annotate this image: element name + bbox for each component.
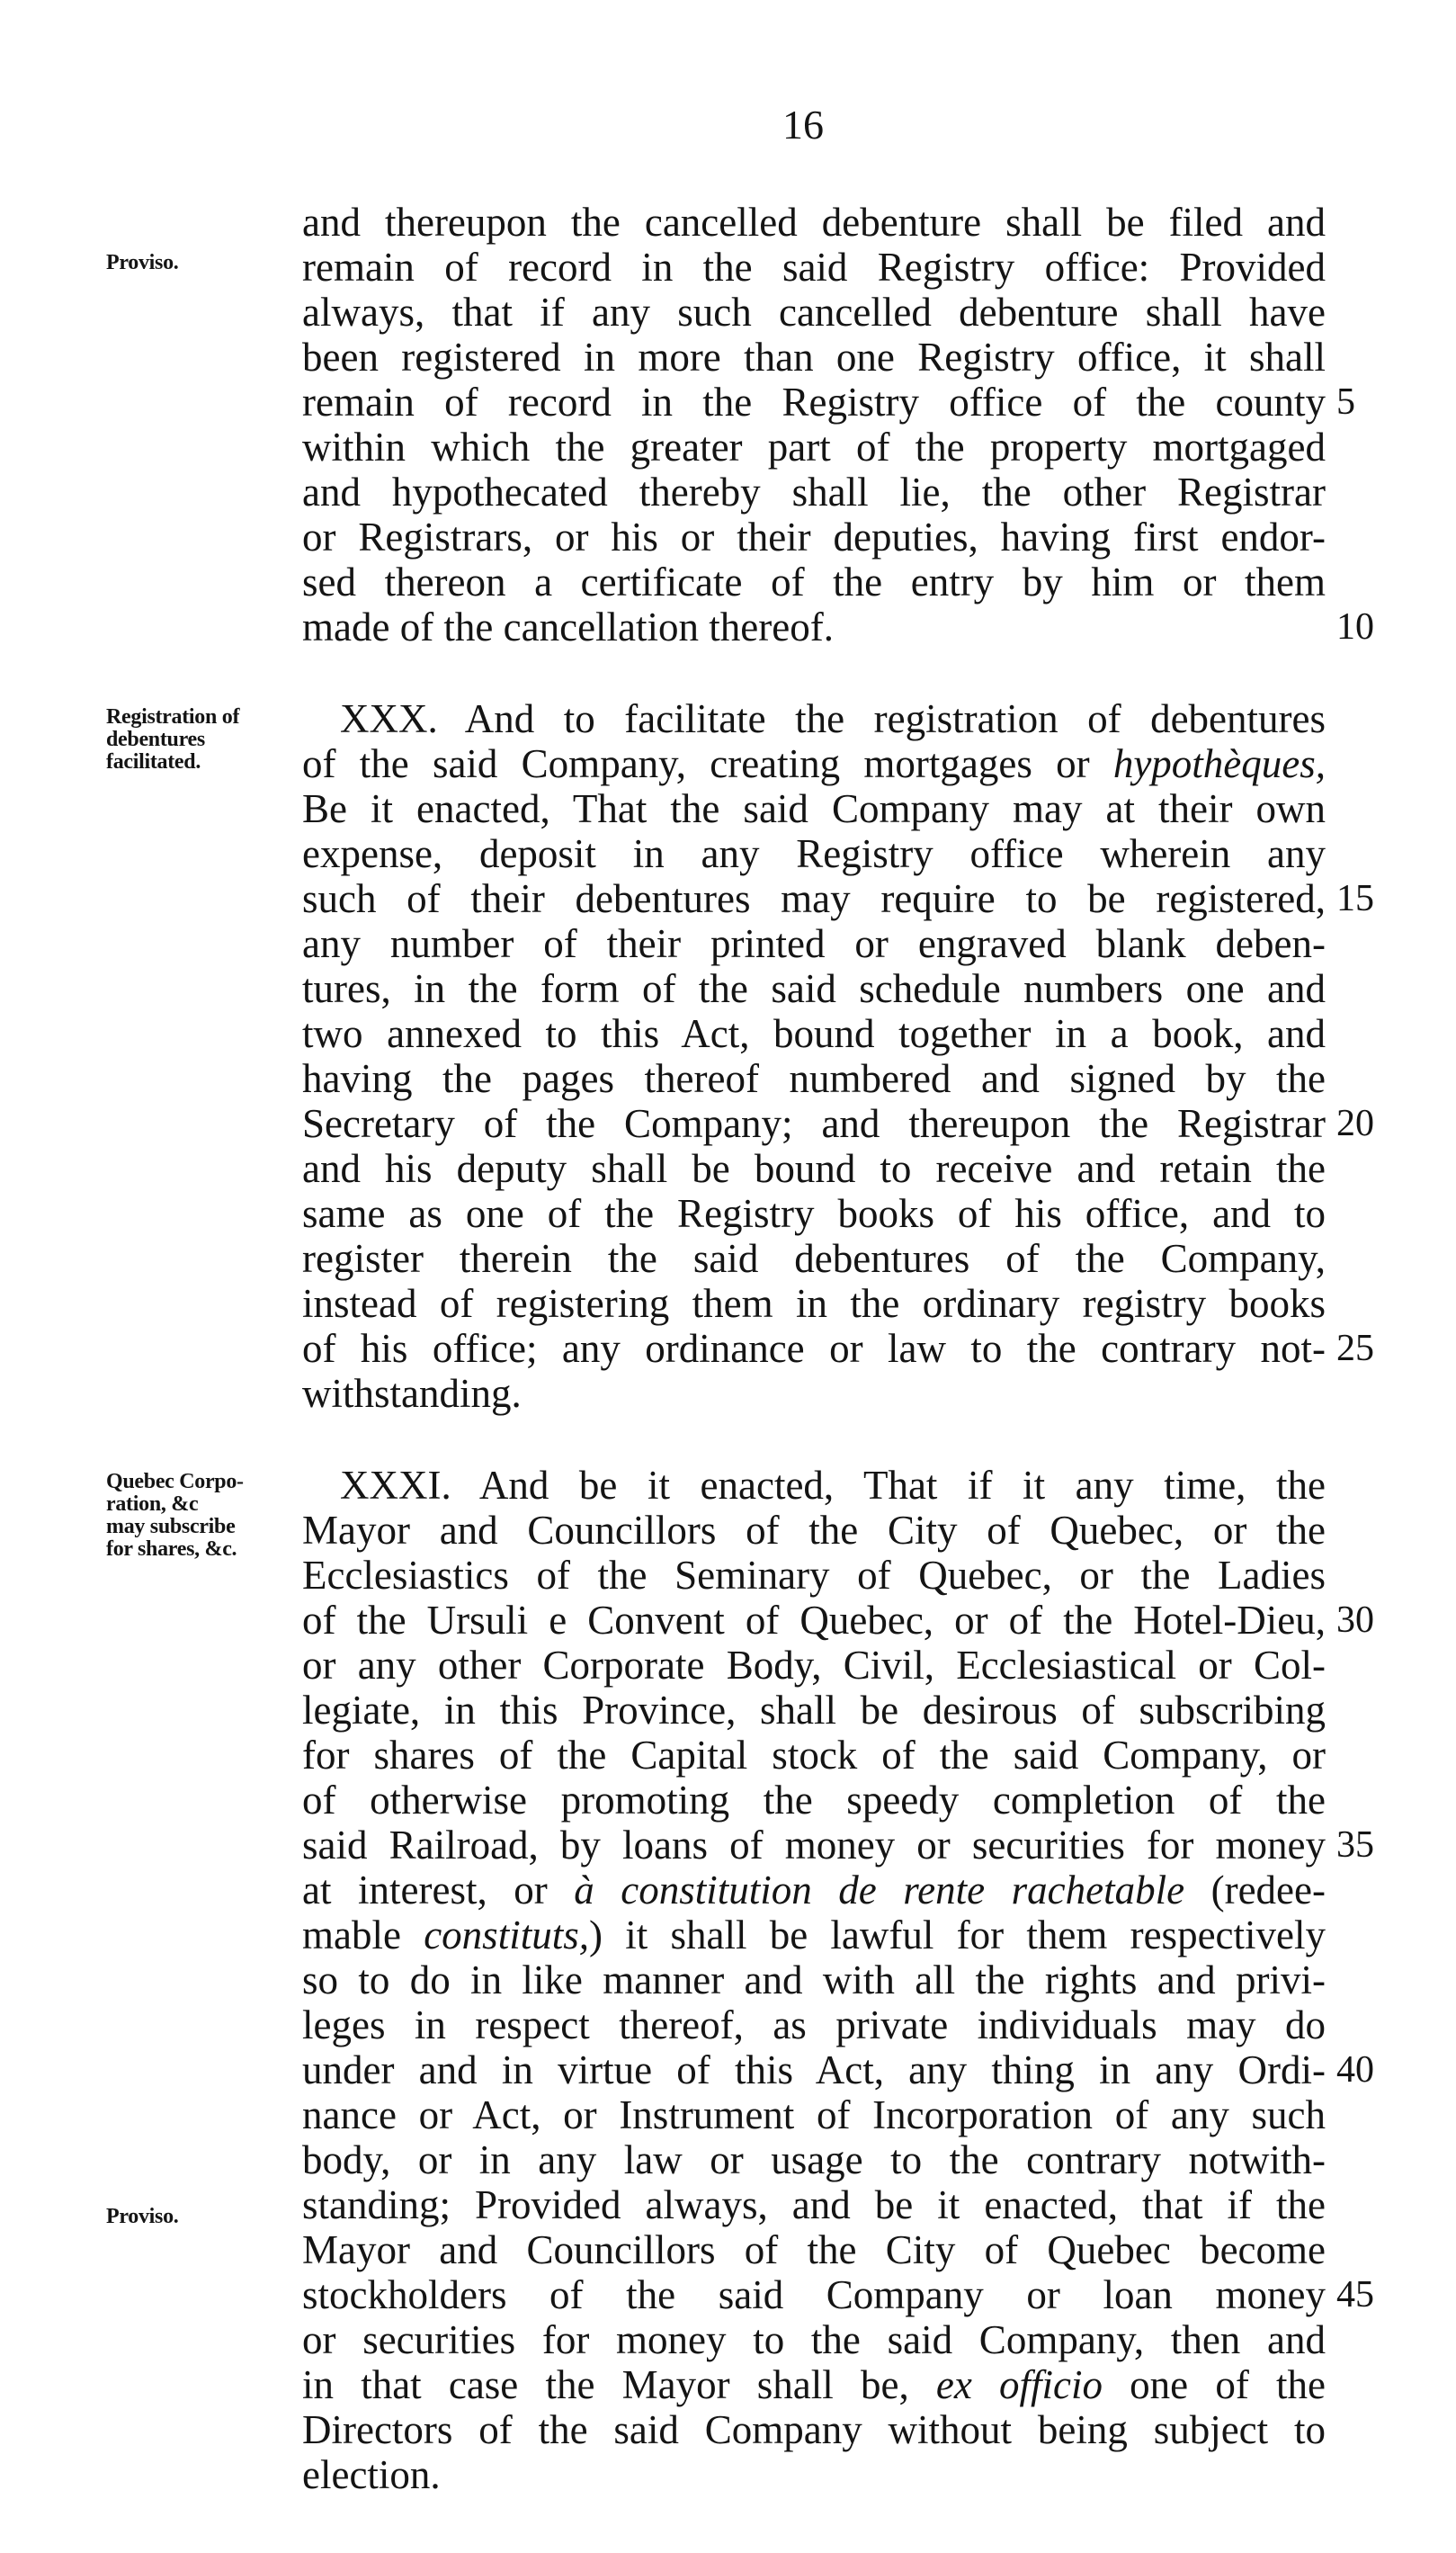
text-line: and his deputy shall be bound to receive and retain the	[302, 1146, 1326, 1191]
text-line: so to do in like manner and with all the rights and privi-	[302, 1957, 1326, 2002]
text-line: Directors of the said Company without being subject to	[302, 2407, 1326, 2452]
line-number: 10	[1336, 606, 1374, 648]
text-run: ) it shall be lawful for them respectively	[588, 1913, 1326, 1957]
italic-term: à constitution de rente rachetable	[574, 1868, 1185, 1913]
text-line: having the pages thereof numbered and signed by the	[302, 1056, 1326, 1101]
italic-term: hypothèques,	[1112, 741, 1326, 786]
italic-term: ex officio	[935, 2362, 1103, 2407]
text-line: election.	[302, 2452, 441, 2497]
text-line: Ecclesiastics of the Seminary of Quebec, or the Ladies	[302, 1553, 1326, 1598]
text-line: tures, in the form of the said schedule numbers one and	[302, 966, 1326, 1011]
text-line: or Registrars, or his or their deputies, having first endor-	[302, 515, 1326, 560]
line-number: 15	[1336, 878, 1374, 919]
margin-note-proviso: Proviso.	[106, 251, 179, 274]
line-number: 30	[1336, 1599, 1374, 1641]
text-line: or any other Corporate Body, Civil, Ecclesiastical or Col-	[302, 1643, 1326, 1688]
text-line: or securities for money to the said Company, then and	[302, 2317, 1326, 2362]
text-line	[302, 741, 1326, 786]
italic-term: constituts,	[424, 1913, 589, 1957]
text-line: within which the greater part of the property mortgaged	[302, 425, 1326, 470]
line-number: 40	[1336, 2049, 1374, 2091]
text-line: Be it enacted, That the said Company may at their own	[302, 786, 1326, 831]
text-line: Mayor and Councillors of the City of Quebec become	[302, 2227, 1326, 2272]
text-line: been registered in more than one Registry office, it shall	[302, 335, 1326, 380]
line-number: 5	[1336, 381, 1355, 423]
text-line: said Railroad, by loans of money or securities for money	[302, 1823, 1326, 1868]
text-line: for shares of the Capital stock of the said Company, or	[302, 1733, 1326, 1778]
text-run: mable	[302, 1913, 424, 1957]
text-run: of the said Company, creating mortgages or	[302, 741, 1113, 786]
text-line: and thereupon the cancelled debenture shall be filed and	[302, 200, 1326, 245]
text-line: legiate, in this Province, shall be desirous of subscribing	[302, 1688, 1326, 1733]
line-number: 20	[1336, 1103, 1374, 1144]
text-run: at interest, or	[302, 1868, 575, 1913]
text-line: leges in respect thereof, as private individuals may do	[302, 2002, 1326, 2047]
line-number: 25	[1336, 1328, 1374, 1369]
text-line: sed thereon a certificate of the entry by him or them	[302, 560, 1326, 605]
text-line	[302, 2362, 1326, 2407]
text-line: of his office; any ordinance or law to the contrary not-	[302, 1326, 1326, 1371]
text-line: nance or Act, or Instrument of Incorporation of any such	[302, 2092, 1326, 2137]
text-line	[302, 1913, 1326, 1957]
text-line: of otherwise promoting the speedy completion of the	[302, 1778, 1326, 1823]
text-line: under and in virtue of this Act, any thing in any Ordi-	[302, 2047, 1326, 2092]
text-line: body, or in any law or usage to the contrary notwith-	[302, 2137, 1326, 2182]
text-line: such of their debentures may require to be registered,	[302, 876, 1326, 921]
text-line: withstanding.	[302, 1371, 522, 1416]
text-line: remain of record in the said Registry office: Provided	[302, 245, 1326, 290]
text-line: same as one of the Registry books of his office, and to	[302, 1191, 1326, 1236]
text-line: stockholders of the said Company or loan money	[302, 2272, 1326, 2317]
text-run: (redee-	[1184, 1868, 1326, 1913]
text-line: always, that if any such cancelled debenture shall have	[302, 290, 1326, 335]
text-line: register therein the said debentures of the Company,	[302, 1236, 1326, 1281]
text-line: Mayor and Councillors of the City of Quebec, or the	[302, 1508, 1326, 1553]
text-line: two annexed to this Act, bound together in a book, and	[302, 1011, 1326, 1056]
text-line: of the Ursuli e Convent of Quebec, or of the Hotel-Dieu,	[302, 1598, 1326, 1643]
text-run: in that case the Mayor shall be,	[302, 2362, 936, 2407]
text-line: expense, deposit in any Registry office wherein any	[302, 831, 1326, 876]
text-line: and hypothecated thereby shall lie, the other Registrar	[302, 470, 1326, 515]
text-line: remain of record in the Registry office of the county	[302, 380, 1326, 425]
text-line: XXX. And to facilitate the registration of debentures	[340, 696, 1326, 741]
margin-note-proviso: Proviso.	[106, 2205, 179, 2228]
text-run: one of the	[1103, 2362, 1326, 2407]
text-line: standing; Provided always, and be it enacted, that if the	[302, 2182, 1326, 2227]
line-number: 35	[1336, 1824, 1374, 1866]
text-line: instead of registering them in the ordinary registry books	[302, 1281, 1326, 1326]
text-line: made of the cancellation thereof.	[302, 605, 834, 649]
margin-note-quebec: Quebec Corpo- ration, &c may subscribe for shares, &c.	[106, 1470, 244, 1561]
text-line: any number of their printed or engraved blank deben-	[302, 921, 1326, 966]
text-line: Secretary of the Company; and thereupon the Registrar	[302, 1101, 1326, 1146]
text-line	[302, 1868, 1326, 1913]
margin-note-registration: Registration of debentures facilitated.	[106, 705, 240, 774]
text-line: XXXI. And be it enacted, That if it any time, the	[340, 1463, 1326, 1508]
line-number: 45	[1336, 2274, 1374, 2316]
